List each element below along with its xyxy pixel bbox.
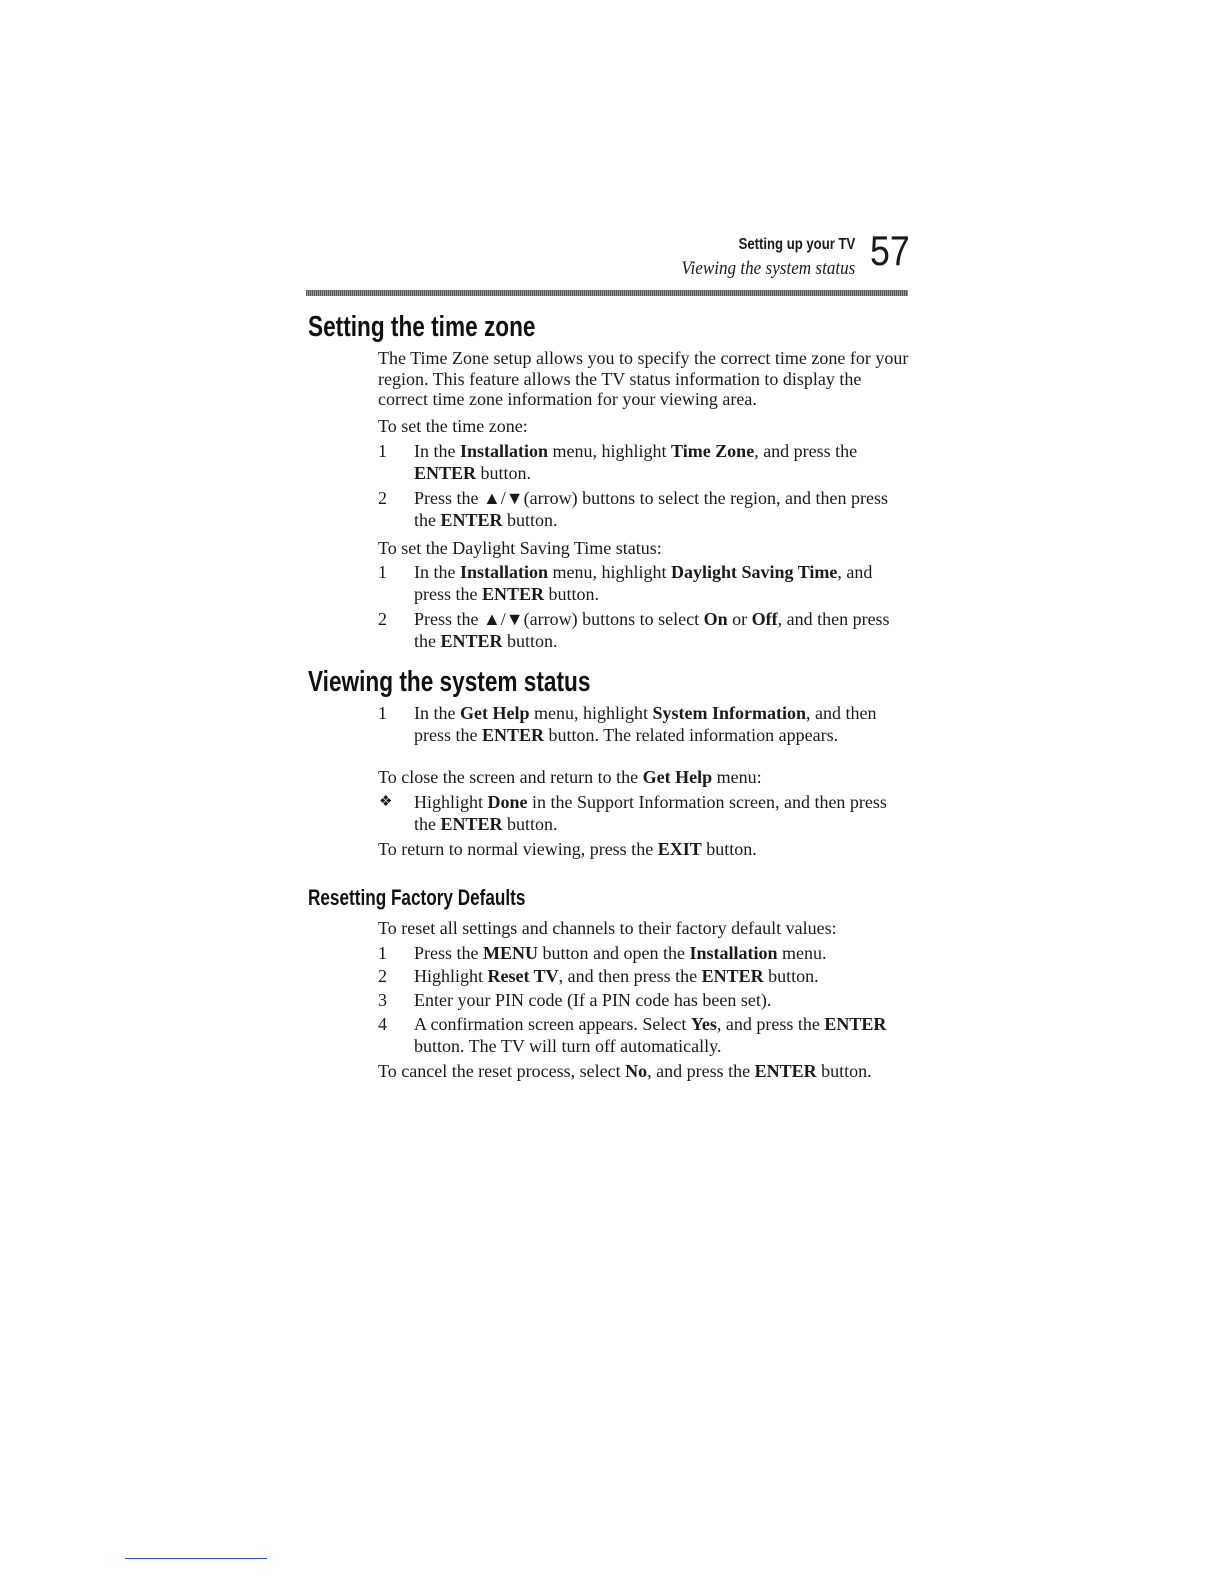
reset-step: [378, 1014, 913, 1057]
time-zone-step: [378, 488, 913, 531]
reset-step: [378, 990, 913, 1012]
status-step: [378, 703, 913, 746]
footer-rule: [125, 1558, 267, 1559]
heading-time-zone: Setting the time zone: [308, 311, 536, 343]
reset-step: [378, 966, 913, 988]
section-title: Viewing the system status: [681, 258, 855, 279]
running-header: [600, 228, 910, 284]
bullet-text: Highlight Done in the Support Information screen, and then press the ENTER button.: [414, 792, 887, 834]
step-number: 2: [378, 966, 387, 986]
step-number: 2: [378, 488, 387, 508]
step-text: In the Get Help menu, highlight System Information, and then press the ENTER button. The related information appears.: [414, 703, 877, 745]
time-zone-step: [378, 441, 913, 484]
time-zone-intro: The Time Zone setup allows you to specify the correct time zone for your region. This feature allows the TV status information to display the correct time zone information for your viewing area.: [378, 348, 909, 409]
header-rule: [306, 290, 908, 296]
step-number: 1: [378, 441, 387, 461]
step-number: 1: [378, 943, 387, 963]
heading-system-status: Viewing the system status: [308, 666, 591, 698]
return-text: To return to normal viewing, press the EXIT button.: [378, 839, 757, 859]
bullet-item: [378, 792, 913, 835]
step-number: 1: [378, 703, 387, 723]
dst-intro: To set the Daylight Saving Time status:: [378, 538, 662, 558]
step-number: 2: [378, 609, 387, 629]
step-number: 3: [378, 990, 387, 1010]
step-text: Press the ▲/▼(arrow) buttons to select the region, and then press the ENTER button.: [414, 488, 889, 530]
time-zone-to-set: To set the time zone:: [378, 416, 528, 436]
step-text: Press the MENU button and open the Installation menu.: [414, 943, 827, 963]
step-text: Press the ▲/▼(arrow) buttons to select On or Off, and then press the ENTER button.: [414, 609, 890, 651]
close-intro: To close the screen and return to the Get Help menu:: [378, 767, 762, 787]
page-number: 57: [870, 227, 910, 274]
heading-reset-defaults: Resetting Factory Defaults: [308, 885, 526, 910]
step-number: 1: [378, 562, 387, 582]
dst-step: [378, 562, 913, 605]
step-number: 4: [378, 1014, 387, 1034]
step-text: In the Installation menu, highlight Daylight Saving Time, and press the ENTER button.: [414, 562, 873, 604]
step-text: Highlight Reset TV, and then press the ENTER button.: [414, 966, 819, 986]
diamond-bullet-icon: ❖: [379, 794, 393, 810]
cancel-text: To cancel the reset process, select No, and press the ENTER button.: [378, 1061, 872, 1081]
dst-step: [378, 609, 913, 652]
step-text: Enter your PIN code (If a PIN code has been set).: [414, 990, 772, 1010]
chapter-title: Setting up your TV: [738, 236, 855, 253]
step-text: A confirmation screen appears. Select Yes, and press the ENTER button. The TV will turn off automatically.: [414, 1014, 887, 1056]
step-text: In the Installation menu, highlight Time Zone, and press the ENTER button.: [414, 441, 858, 483]
reset-step: [378, 943, 913, 965]
reset-intro: To reset all settings and channels to their factory default values:: [378, 918, 837, 938]
